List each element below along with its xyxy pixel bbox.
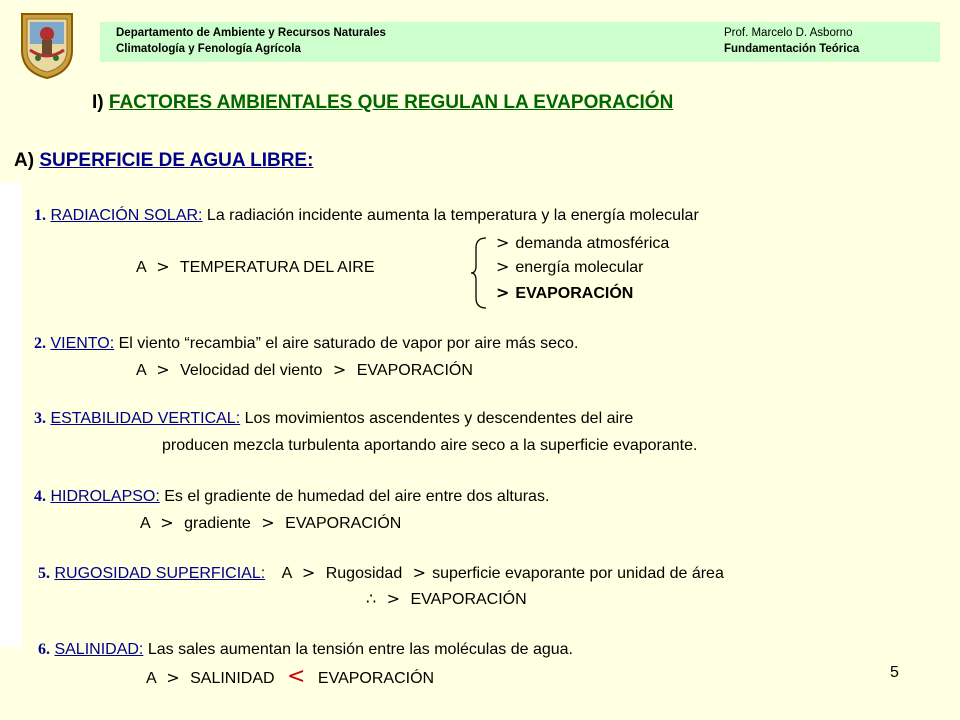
item-heading: VIENTO: xyxy=(50,335,115,352)
item-text: Las sales aumentan la tensión entre las moléculas de agua. xyxy=(143,641,573,658)
item-heading: SALINIDAD: xyxy=(54,641,144,658)
hidrolapso-relation xyxy=(140,513,401,534)
temperature-label: TEMPERATURA DEL AIRE xyxy=(179,259,375,276)
item-text: Es el gradiente de humedad del aire entre dos alturas. xyxy=(159,488,550,505)
greater-than-symbol: > xyxy=(496,257,510,276)
item-number: 6. xyxy=(38,641,50,658)
rugosidad-conclusion xyxy=(366,589,527,610)
course-name: Climatología y Fenología Agrícola xyxy=(116,43,301,55)
a-label: A xyxy=(136,362,146,379)
therefore-symbol: ∴ xyxy=(366,591,377,608)
item-salinidad xyxy=(38,640,573,660)
relation-end: EVAPORACIÓN xyxy=(317,670,435,687)
title-text: FACTORES AMBIENTALES QUE REGULAN LA EVAPORACIÓN xyxy=(108,92,674,113)
viento-relation xyxy=(136,360,473,381)
item-text: El viento “recambia” el aire saturado de vapor por aire más seco. xyxy=(114,335,579,352)
slide-title xyxy=(92,92,673,114)
a-label: A xyxy=(140,515,150,532)
temperature-line xyxy=(136,257,375,278)
result-energia xyxy=(490,257,643,278)
item-heading: ESTABILIDAD VERTICAL: xyxy=(50,410,241,427)
item-text: La radiación incidente aumenta la temperatura y la energía molecular xyxy=(202,207,699,224)
section-heading xyxy=(14,150,313,172)
relation-middle: Velocidad del viento xyxy=(180,362,323,379)
relation-end: EVAPORACIÓN xyxy=(285,515,402,532)
relation-middle: gradiente xyxy=(184,515,251,532)
header-banner xyxy=(100,22,940,62)
relation-end: EVAPORACIÓN xyxy=(356,362,473,379)
item-hidrolapso xyxy=(34,487,549,507)
item-viento xyxy=(34,334,578,354)
item-number: 4. xyxy=(34,488,46,505)
subject-name: Fundamentación Teórica xyxy=(724,43,860,55)
page-number: 5 xyxy=(890,664,899,681)
greater-than-symbol: > xyxy=(496,233,510,252)
item-number: 5. xyxy=(38,565,50,582)
greater-than-symbol: > xyxy=(261,513,275,532)
section-prefix: A) xyxy=(14,150,40,171)
item-radiacion xyxy=(34,206,699,226)
result-demanda xyxy=(490,233,669,254)
greater-than-symbol: > xyxy=(301,563,316,582)
brace-icon xyxy=(470,236,488,310)
item-estabilidad-continued xyxy=(162,436,697,456)
relation-end: EVAPORACIÓN xyxy=(410,591,527,608)
item-number: 2. xyxy=(34,335,46,352)
greater-than-symbol: > xyxy=(156,257,170,276)
a-label: A xyxy=(136,259,146,276)
salinidad-relation xyxy=(146,664,435,689)
item-text: Los movimientos ascendentes y descendentes del aire xyxy=(240,410,634,427)
relation-end: superficie evaporante por unidad de área xyxy=(432,565,724,582)
greater-than-symbol: > xyxy=(412,563,427,582)
greater-than-symbol: > xyxy=(166,668,180,687)
greater-than-symbol: > xyxy=(160,513,174,532)
item-number: 1. xyxy=(34,207,46,224)
a-label: A xyxy=(281,565,292,582)
greater-than-symbol: > xyxy=(156,360,170,379)
item-number: 3. xyxy=(34,410,46,427)
item-estabilidad xyxy=(34,409,633,429)
result-text: energía molecular xyxy=(515,259,644,276)
relation-middle: SALINIDAD xyxy=(190,670,275,687)
a-label: A xyxy=(146,670,156,687)
title-prefix: I) xyxy=(92,92,109,113)
left-margin-strip xyxy=(0,183,22,647)
professor-name: Prof. Marcelo D. Asborno xyxy=(724,27,853,39)
relation-middle: Rugosidad xyxy=(325,565,403,582)
section-text: SUPERFICIE DE AGUA LIBRE: xyxy=(39,150,314,171)
result-evaporacion xyxy=(490,283,633,304)
university-seal-icon xyxy=(18,10,76,80)
result-text: EVAPORACIÓN xyxy=(515,285,634,302)
greater-than-symbol: > xyxy=(496,283,510,302)
item-rugosidad xyxy=(38,563,724,584)
greater-than-symbol: > xyxy=(332,360,347,379)
department-name: Departamento de Ambiente y Recursos Naturales xyxy=(116,27,386,39)
less-than-symbol: < xyxy=(287,664,306,689)
item-heading: HIDROLAPSO: xyxy=(50,488,160,505)
item-heading: RUGOSIDAD SUPERFICIAL: xyxy=(54,565,266,582)
item-heading: RADIACIÓN SOLAR: xyxy=(50,207,203,224)
result-text: demanda atmosférica xyxy=(515,235,670,252)
item-text: producen mezcla turbulenta aportando aire seco a la superficie evaporante. xyxy=(162,437,698,454)
greater-than-symbol: > xyxy=(386,589,401,608)
